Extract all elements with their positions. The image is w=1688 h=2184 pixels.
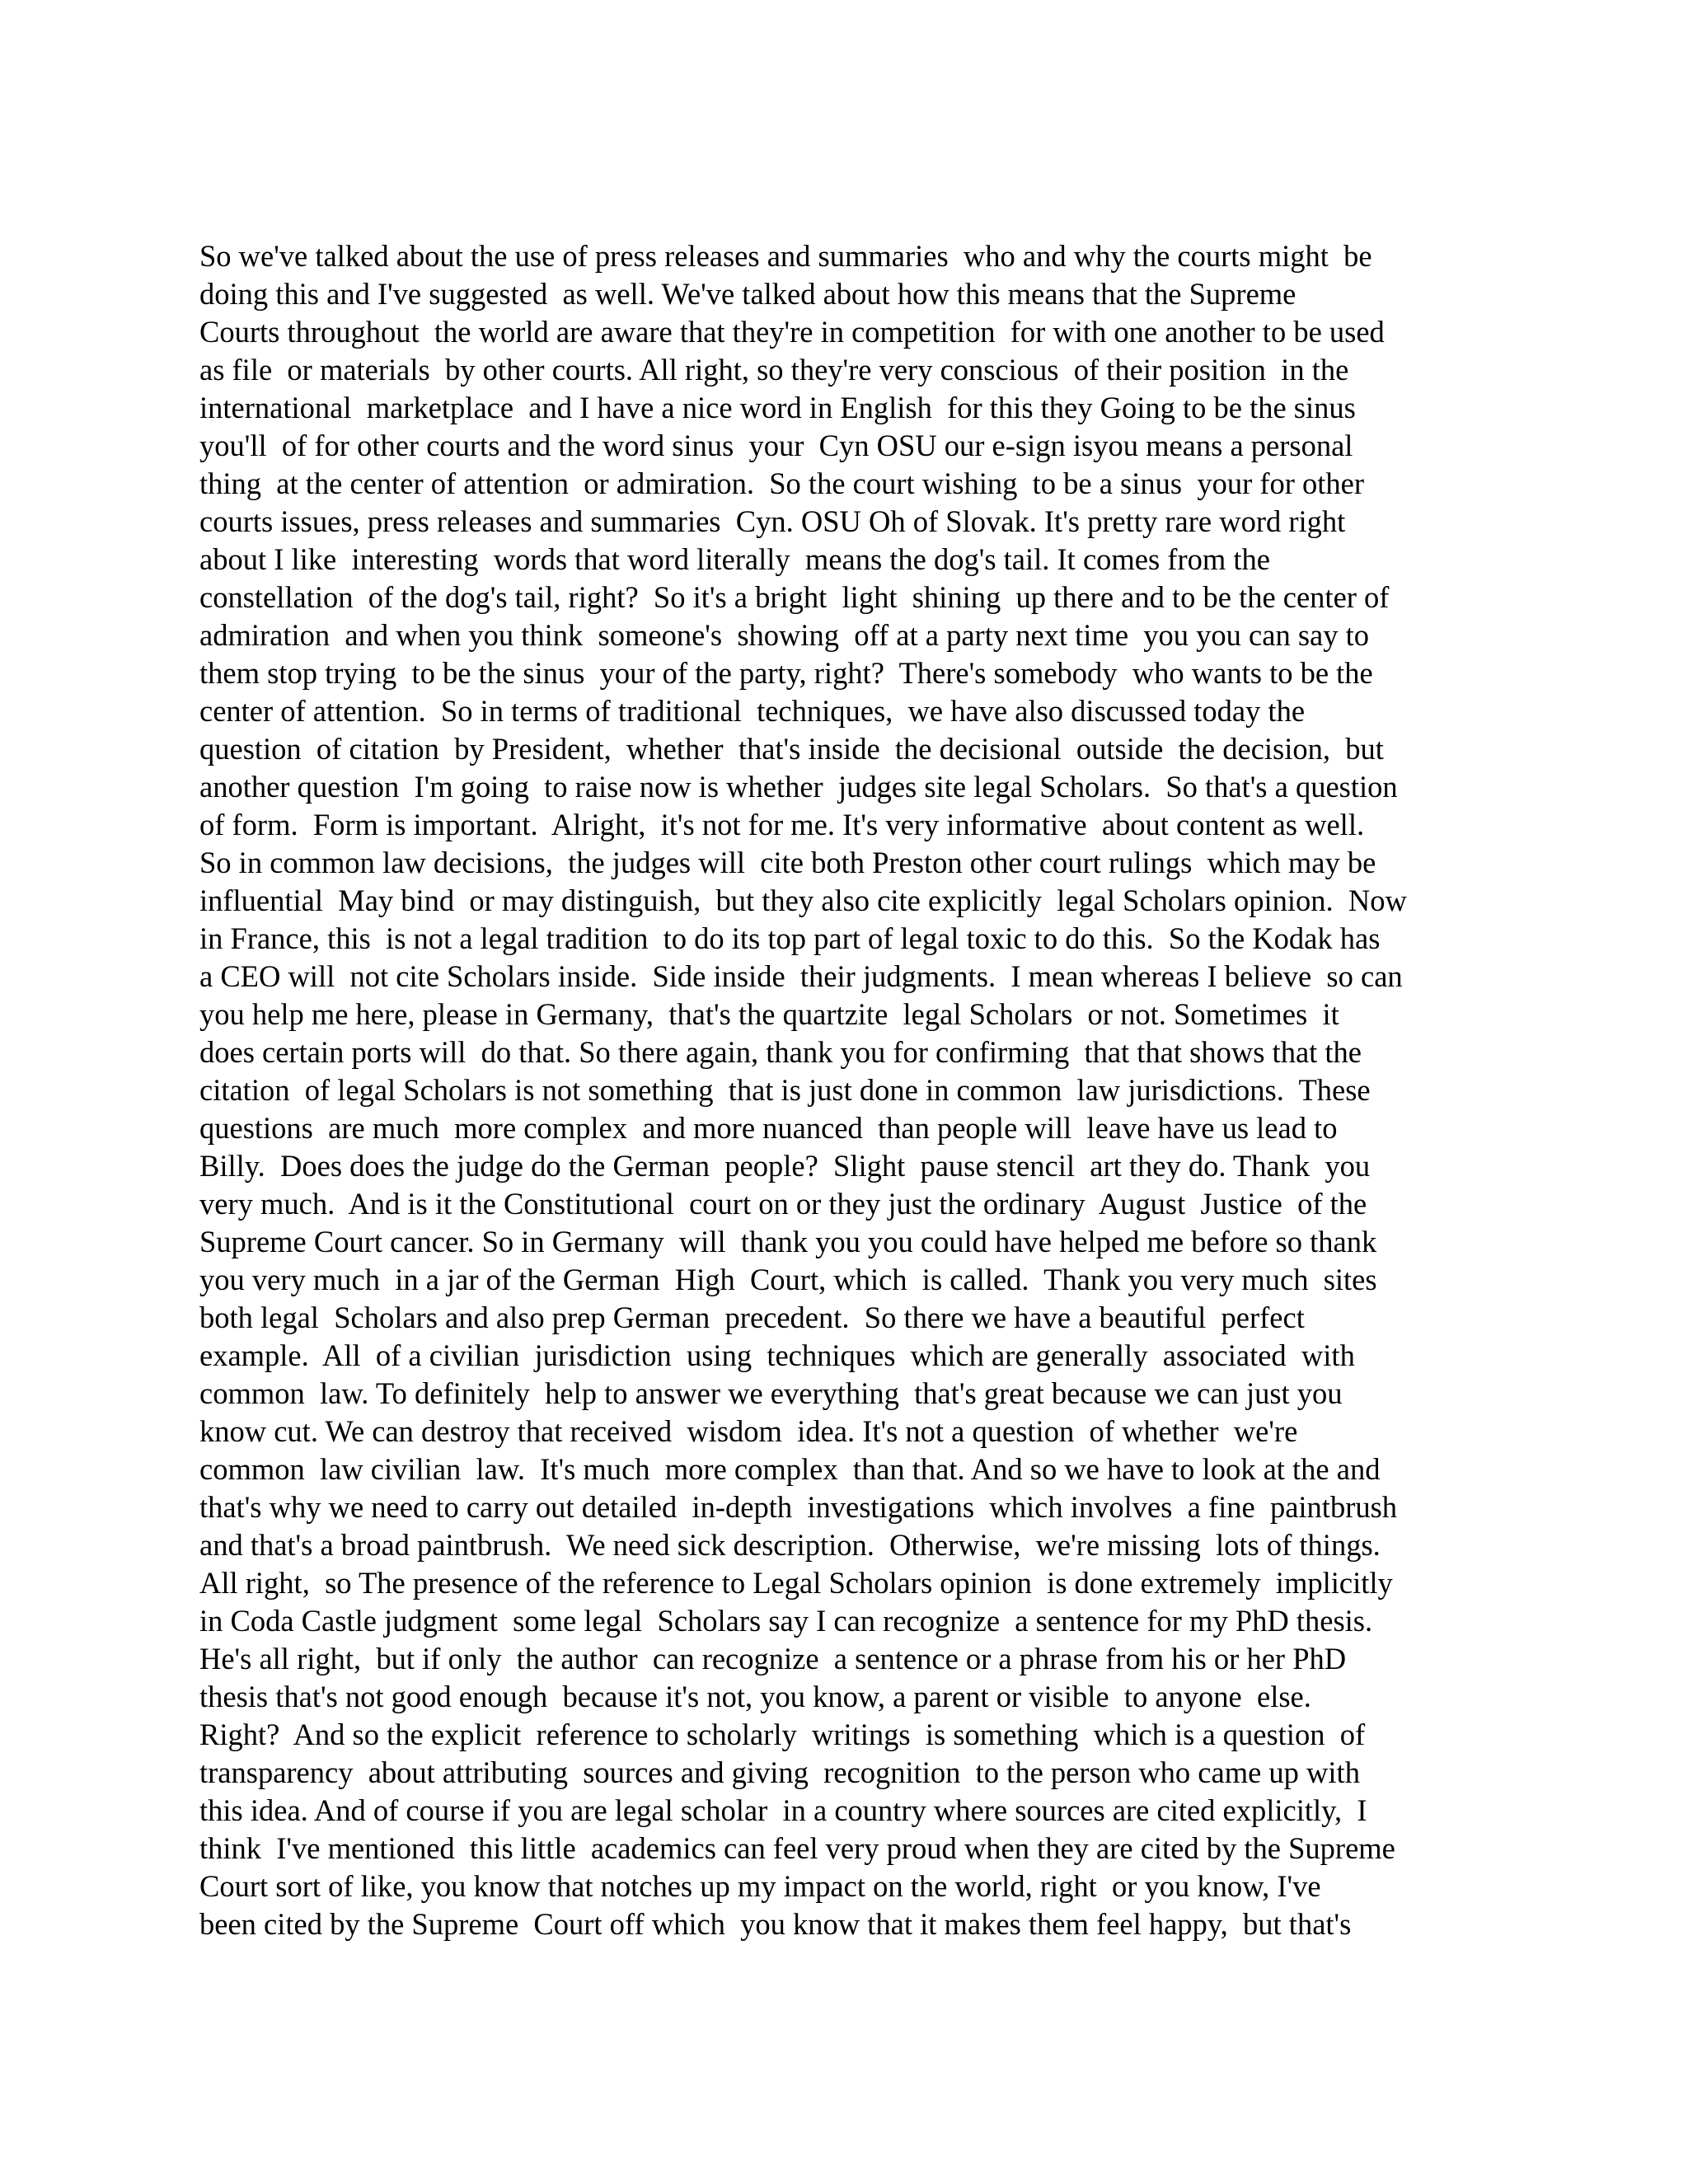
transcript-line: constellation of the dog's tail, right? So it's a bright light shining up there and to be the center of <box>199 580 1390 614</box>
transcript-line: and that's a broad paintbrush. We need sick description. Otherwise, we're missing lots of things. <box>199 1528 1381 1562</box>
transcript-line: Billy. Does does the judge do the German people? Slight pause stencil art they do. Thank you <box>199 1149 1371 1183</box>
transcript-line: that's why we need to carry out detailed in-depth investigations which involves a fine paintbrush <box>199 1490 1398 1524</box>
transcript-line: Supreme Court cancer. So in Germany will thank you you could have helped me before so thank <box>199 1225 1377 1258</box>
transcript-line: a CEO will not cite Scholars inside. Side inside their judgments. I mean whereas I believe so can <box>199 959 1403 993</box>
transcript-line: citation of legal Scholars is not something that is just done in common law jurisdictions. These <box>199 1073 1371 1107</box>
transcript-line: another question I'm going to raise now is whether judges site legal Scholars. So that's a question <box>199 770 1398 804</box>
transcript-line: of form. Form is important. Alright, it's not for me. It's very informative about content as well. <box>199 808 1365 841</box>
transcript-line: So in common law decisions, the judges will cite both Preston other court rulings which may be <box>199 846 1376 879</box>
transcript-line: doing this and I've suggested as well. We've talked about how this means that the Supreme <box>199 277 1296 311</box>
transcript-line: Court sort of like, you know that notches up my impact on the world, right or you know, I've <box>199 1869 1321 1903</box>
transcript-line: transparency about attributing sources and giving recognition to the person who came up with <box>199 1755 1360 1789</box>
transcript-line: both legal Scholars and also prep German precedent. So there we have a beautiful perfect <box>199 1301 1305 1334</box>
transcript-line: thing at the center of attention or admiration. So the court wishing to be a sinus your for other <box>199 466 1365 500</box>
transcript-line: Right? And so the explicit reference to scholarly writings is something which is a question of <box>199 1718 1366 1751</box>
transcript-line: as file or materials by other courts. All right, so they're very conscious of their position in the <box>199 353 1349 387</box>
transcript-line: them stop trying to be the sinus your of the party, right? There's somebody who wants to be the <box>199 656 1373 690</box>
transcript-line: does certain ports will do that. So there again, thank you for confirming that that shows that the <box>199 1035 1362 1069</box>
transcript-line: in France, this is not a legal tradition to do its top part of legal toxic to do this. So the Kodak has <box>199 921 1381 955</box>
transcript-line: you help me here, please in Germany, that's the quartzite legal Scholars or not. Sometimes it <box>199 997 1339 1031</box>
transcript-line: you'll of for other courts and the word sinus your Cyn OSU our e-sign isyou means a personal <box>199 429 1353 462</box>
transcript-line: All right, so The presence of the reference to Legal Scholars opinion is done extremely implicitly <box>199 1566 1393 1600</box>
transcript-line: been cited by the Supreme Court off which you know that it makes them feel happy, but that's <box>199 1907 1352 1941</box>
transcript-line: influential May bind or may distinguish, but they also cite explicitly legal Scholars opinion. Now <box>199 883 1407 917</box>
transcript-line: you very much in a jar of the German High Court, which is called. Thank you very much sites <box>199 1263 1377 1296</box>
transcript-body <box>199 237 1502 1943</box>
transcript-line: about I like interesting words that word literally means the dog's tail. It comes from the <box>199 542 1270 576</box>
transcript-line: thesis that's not good enough because it's not, you know, a parent or visible to anyone else. <box>199 1680 1311 1713</box>
transcript-line: Courts throughout the world are aware that they're in competition for with one another to be used <box>199 315 1385 349</box>
transcript-line: international marketplace and I have a nice word in English for this they Going to be the sinus <box>199 391 1356 424</box>
transcript-line: question of citation by President, whether that's inside the decisional outside the decision, but <box>199 732 1384 766</box>
transcript-line: this idea. And of course if you are legal scholar in a country where sources are cited explicitly, I <box>199 1793 1367 1827</box>
transcript-line: common law. To definitely help to answer we everything that's great because we can just you <box>199 1376 1343 1410</box>
transcript-line: questions are much more complex and more nuanced than people will leave have us lead to <box>199 1111 1338 1145</box>
transcript-line: admiration and when you think someone's showing off at a party next time you you can say to <box>199 618 1369 652</box>
transcript-line: in Coda Castle judgment some legal Scholars say I can recognize a sentence for my PhD thesis. <box>199 1604 1373 1638</box>
transcript-line: So we've talked about the use of press releases and summaries who and why the courts might be <box>199 239 1372 273</box>
transcript-line: example. All of a civilian jurisdiction using techniques which are generally associated with <box>199 1338 1355 1372</box>
transcript-line: He's all right, but if only the author can recognize a sentence or a phrase from his or her PhD <box>199 1642 1347 1675</box>
transcript-line: common law civilian law. It's much more complex than that. And so we have to look at the and <box>199 1452 1381 1486</box>
transcript-line: know cut. We can destroy that received wisdom idea. It's not a question of whether we're <box>199 1414 1298 1448</box>
transcript-line: think I've mentioned this little academics can feel very proud when they are cited by the Supreme <box>199 1831 1395 1865</box>
transcript-line: courts issues, press releases and summaries Cyn. OSU Oh of Slovak. It's pretty rare word right <box>199 504 1346 538</box>
transcript-line: very much. And is it the Constitutional court on or they just the ordinary August Justice of the <box>199 1187 1367 1221</box>
transcript-line: center of attention. So in terms of traditional techniques, we have also discussed today the <box>199 694 1306 728</box>
